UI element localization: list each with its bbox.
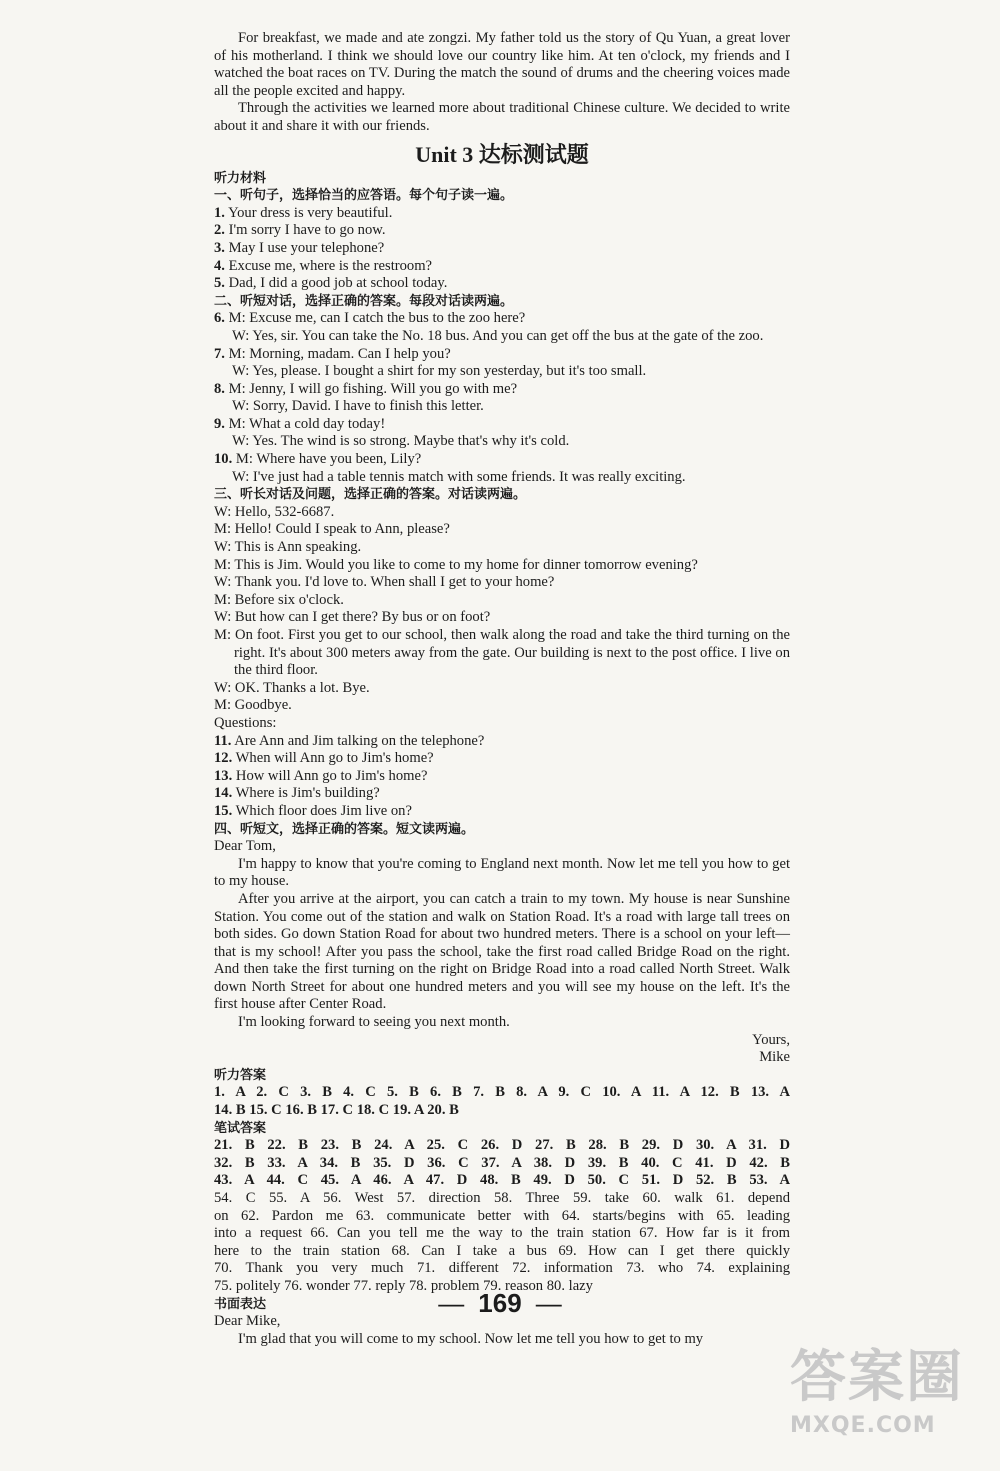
list-item: 5. Dad, I did a good job at school today.	[214, 275, 448, 292]
dialogue-line: W: Yes. The wind is so strong. Maybe that's why it's cold.	[232, 433, 570, 450]
letter-paragraph: I'm looking forward to seeing you next month.	[238, 1014, 510, 1031]
letter-paragraph: I'm glad that you will come to my school. Now let me tell you how to get to my	[238, 1330, 704, 1347]
answer-line: 1. A 2. C 3. B 4. C 5. B 6. B 7. B 8. A 9. C 10. A 11. A 12. B 13. A	[214, 1084, 790, 1101]
question-item: 12. When will Ann go to Jim's home?	[214, 750, 434, 767]
letter-greeting: Dear Tom,	[214, 838, 276, 855]
section-1-heading: 一、听句子，选择恰当的应答语。每个句子读一遍。	[214, 188, 514, 204]
letter-paragraph: I'm happy to know that you're coming to England next month. Now let me tell you how to get to my house.	[214, 855, 790, 890]
dialogue-line: M: Hello! Could I speak to Ann, please?	[214, 521, 450, 538]
dialogue-line: M: Goodbye.	[214, 697, 292, 714]
dialogue-line: W: I've just had a table tennis match with some friends. It was really exciting.	[232, 468, 686, 485]
dialogue-line: 7. M: Morning, madam. Can I help you?	[214, 345, 451, 362]
written-answers-heading: 笔试答案	[214, 1120, 267, 1136]
answer-line: here to the train station 68. Can I take a bus 69. How can I get there quickly	[214, 1242, 790, 1259]
answer-line: 54. C 55. A 56. West 57. direction 58. Three 59. take 60. walk 61. depend	[214, 1190, 790, 1206]
letter-paragraph: After you arrive at the airport, you can catch a train to my town. My house is near Sunshine Station. You come out of the station and walk on Station Road. It's a road with large tall trees on both sides. Go down Station Road for about two hundred meters. There is a school on your left—that is my school! After you pass the school, take the first road called Bridge Road on the right. And then take the first turning on the right on Bridge Road into a road called North Street. Walk down North Street for about one hundred meters and you will see my house on the left. It's the first house after Center Road.	[214, 890, 790, 1013]
letter-signature: Mike	[759, 1049, 790, 1066]
section-2-heading: 二、听短对话，选择正确的答案。每段对话读两遍。	[214, 293, 514, 309]
questions-label: Questions:	[214, 714, 277, 731]
question-item: 11. Are Ann and Jim talking on the telephone?	[214, 732, 485, 749]
watermark-logo	[790, 1343, 980, 1463]
page-content	[214, 30, 790, 1348]
intro-paragraph-1: For breakfast, we made and ate zongzi. My father told us the story of Qu Yuan, a great lover of his motherland. I think we should love our country like him. At ten o'clock, my friends and I watched the boat races on TV. During the match the sound of drums and the cheering voices made all the people excited and happy.	[214, 30, 790, 99]
intro-paragraph-2: Through the activities we learned more about traditional Chinese culture. We decided to write about it and share it with our friends.	[214, 100, 790, 134]
dialogue-line: 9. M: What a cold day today!	[214, 415, 386, 432]
dialogue-line: W: OK. Thanks a lot. Bye.	[214, 679, 370, 696]
watermark-url: MXQE.COM	[790, 1413, 936, 1438]
dialogue-line: M: Before six o'clock.	[214, 591, 344, 608]
answer-line: 21. B 22. B 23. B 24. A 25. C 26. D 27. B 28. B 29. D 30. A 31. D	[214, 1137, 790, 1154]
list-item: 1. Your dress is very beautiful.	[214, 204, 393, 221]
answer-line: 75. politely 76. wonder 77. reply 78. problem 79. reason 80. lazy	[214, 1277, 593, 1294]
dialogue-line: M: This is Jim. Would you like to come to my home for dinner tomorrow evening?	[214, 556, 698, 573]
watermark-text: 答案圈	[790, 1345, 964, 1410]
section-3-heading: 三、听长对话及问题，选择正确的答案。对话读两遍。	[214, 487, 527, 503]
list-item: 3. May I use your telephone?	[214, 239, 385, 256]
list-item: 4. Excuse me, where is the restroom?	[214, 257, 433, 274]
dialogue-line: W: Yes, sir. You can take the No. 18 bus. And you can get off the bus at the gate of the zoo.	[232, 327, 764, 344]
answer-line: into a request 66. Can you tell me the way to the train station 67. How far is it from	[214, 1225, 790, 1242]
letter-greeting: Dear Mike,	[214, 1313, 281, 1330]
dialogue-line: 10. M: Where have you been, Lily?	[214, 451, 422, 468]
page-number: — 169 —	[438, 1288, 562, 1318]
dialogue-line: W: Yes, please. I bought a shirt for my son yesterday, but it's too small.	[232, 363, 647, 380]
listening-material-heading: 听力材料	[214, 170, 267, 186]
question-item: 15. Which floor does Jim live on?	[214, 802, 412, 819]
letter-closing: Yours,	[752, 1031, 790, 1048]
page-title: Unit 3 达标测试题	[415, 141, 589, 167]
answer-line: 32. B 33. A 34. B 35. D 36. C 37. A 38. D 39. B 40. C 41. D 42. B	[214, 1154, 790, 1171]
list-item: 2. I'm sorry I have to go now.	[214, 222, 386, 239]
question-item: 14. Where is Jim's building?	[214, 785, 380, 802]
answer-line: 43. A 44. C 45. A 46. A 47. D 48. B 49. D 50. C 51. D 52. B 53. A	[214, 1172, 790, 1189]
answer-line: on 62. Pardon me 63. communicate better with 64. starts/begins with 65. leading	[214, 1207, 790, 1224]
dialogue-line: W: Thank you. I'd love to. When shall I get to your home?	[214, 574, 555, 591]
listening-answers-heading: 听力答案	[214, 1067, 267, 1083]
dialogue-line: 8. M: Jenny, I will go fishing. Will you go with me?	[214, 380, 518, 397]
writing-heading: 书面表达	[214, 1296, 267, 1312]
dialogue-line: W: This is Ann speaking.	[214, 539, 362, 556]
question-item: 13. How will Ann go to Jim's home?	[214, 767, 428, 784]
section-4-heading: 四、听短文，选择正确的答案。短文读两遍。	[214, 821, 475, 837]
dialogue-line: W: Sorry, David. I have to finish this letter.	[232, 398, 484, 415]
answer-line: 70. Thank you very much 71. different 72. information 73. who 74. explaining	[214, 1260, 790, 1277]
dialogue-line: 6. M: Excuse me, can I catch the bus to the zoo here?	[214, 310, 526, 327]
dialogue-line: W: But how can I get there? By bus or on foot?	[214, 609, 491, 626]
answer-line: 14. B 15. C 16. B 17. C 18. C 19. A 20. B	[214, 1102, 459, 1119]
dialogue-line: M: On foot. First you get to our school, then walk along the road and take the third turning on the right. It's about 300 meters away from the gate. Our building is next to the post office. I live on the third floor.	[214, 627, 790, 679]
dialogue-line: W: Hello, 532-6687.	[214, 503, 335, 520]
